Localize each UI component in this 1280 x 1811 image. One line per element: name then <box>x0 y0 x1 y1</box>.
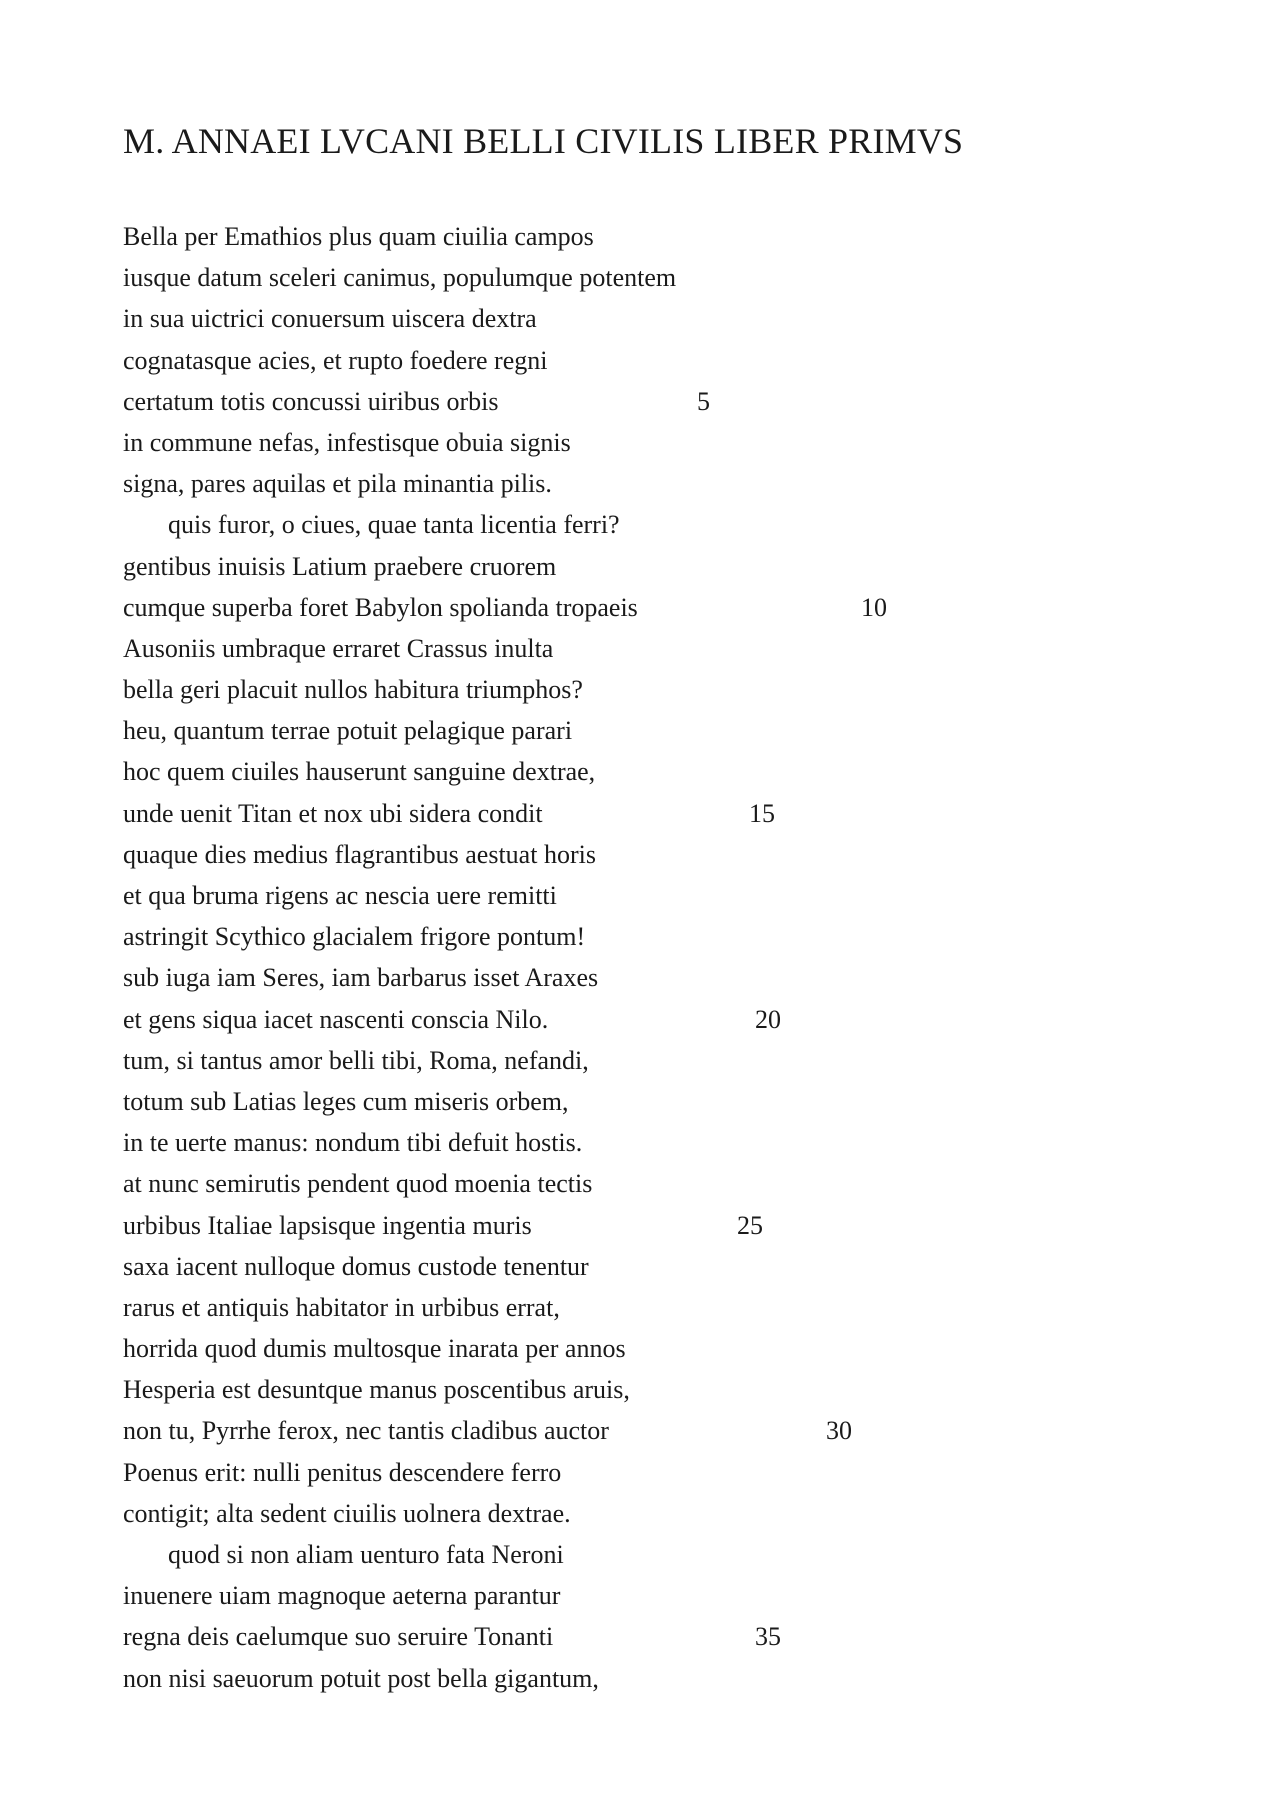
verse-line <box>123 1040 676 1081</box>
verse-line <box>123 587 887 628</box>
verse-text: certatum totis concussi uiribus orbis <box>123 386 499 416</box>
verse-text: contigit; alta sedent ciuilis uolnera dextrae. <box>123 1498 571 1528</box>
verse-line <box>123 216 676 257</box>
verse-text: cumque superba foret Babylon spolianda tropaeis <box>123 592 638 622</box>
verse-line <box>123 1493 676 1534</box>
verse-text: iusque datum sceleri canimus, populumque potentem <box>123 263 677 293</box>
verse-line <box>123 1534 676 1575</box>
verse-text: saxa iacent nulloque domus custode tenentur <box>123 1251 589 1281</box>
verse-line <box>123 1081 676 1122</box>
verse-line <box>123 999 781 1040</box>
verse-text: Ausoniis umbraque erraret Crassus inulta <box>123 633 554 663</box>
verse-text: quis furor, o ciues, quae tanta licentia ferri? <box>168 510 620 540</box>
verse-line <box>123 1163 676 1204</box>
verse-line <box>123 1287 676 1328</box>
line-number: 20 <box>755 1004 781 1034</box>
verse-text: urbibus Italiae lapsisque ingentia muris <box>123 1210 532 1240</box>
verse-text: rarus et antiquis habitator in urbibus errat, <box>123 1292 560 1322</box>
verse-line <box>123 1328 676 1369</box>
verse-text: in sua uictrici conuersum uiscera dextra <box>123 304 537 334</box>
verse-text: cognatasque acies, et rupto foedere regni <box>123 345 548 375</box>
verse-text: Hesperia est desuntque manus poscentibus aruis, <box>123 1375 630 1405</box>
page-title: M. ANNAEI LVCANI BELLI CIVILIS LIBER PRIMVS <box>123 121 964 161</box>
line-number: 30 <box>826 1416 852 1446</box>
verse-text: sub iuga iam Seres, iam barbarus isset Araxes <box>123 963 599 993</box>
verse-line <box>123 793 775 834</box>
verse-text: at nunc semirutis pendent quod moenia tectis <box>123 1169 593 1199</box>
verse-text: hoc quem ciuiles hauserunt sanguine dextrae, <box>123 757 596 787</box>
line-number: 5 <box>697 386 710 416</box>
line-number: 35 <box>755 1622 781 1652</box>
verse-line <box>123 298 676 339</box>
verse-line <box>123 834 676 875</box>
verse-text: non tu, Pyrrhe ferox, nec tantis cladibus auctor <box>123 1416 609 1446</box>
verse-line <box>123 1575 676 1616</box>
verse-text: quod si non aliam uenturo fata Neroni <box>168 1540 564 1569</box>
verse-text: regna deis caelumque suo seruire Tonanti <box>123 1622 554 1652</box>
verse-line <box>123 751 676 792</box>
verse-text: bella geri placuit nullos habitura triumphos? <box>123 675 583 705</box>
verse-line <box>123 875 676 916</box>
line-number: 25 <box>737 1210 763 1240</box>
verse-text: Poenus erit: nulli penitus descendere ferro <box>123 1457 562 1487</box>
verse-text: in te uerte manus: nondum tibi defuit hostis. <box>123 1128 583 1158</box>
verse-text: unde uenit Titan et nox ubi sidera condit <box>123 798 543 828</box>
verse-text: quaque dies medius flagrantibus aestuat horis <box>123 839 596 869</box>
verse-line <box>123 628 676 669</box>
verse-text: tum, si tantus amor belli tibi, Roma, nefandi, <box>123 1045 589 1075</box>
verse-line <box>123 1452 676 1493</box>
verse-text: in commune nefas, infestisque obuia signis <box>123 427 571 457</box>
verse-line <box>123 1658 676 1699</box>
verse-text: horrida quod dumis multosque inarata per annos <box>123 1334 626 1364</box>
verse-text: heu, quantum terrae potuit pelagique parari <box>123 716 573 746</box>
verse-text: Bella per Emathios plus quam ciuilia campos <box>123 222 594 251</box>
verse-line <box>123 1122 676 1163</box>
verse-line <box>123 916 676 957</box>
verse-text: totum sub Latias leges cum miseris orbem, <box>123 1086 569 1116</box>
verse-line <box>123 957 676 998</box>
line-number: 15 <box>749 798 775 828</box>
verse-line <box>123 546 676 587</box>
verse-line <box>123 1205 763 1246</box>
line-number: 10 <box>861 592 887 622</box>
verse-line <box>123 463 676 504</box>
verse-line <box>123 1616 781 1657</box>
verse-text: non nisi saeuorum potuit post bella gigantum, <box>123 1663 599 1693</box>
verse-text: signa, pares aquilas et pila minantia pilis. <box>123 469 552 499</box>
poem-body <box>123 216 887 1699</box>
verse-text: astringit Scythico glacialem frigore pontum! <box>123 922 586 952</box>
verse-line <box>123 340 676 381</box>
verse-line <box>123 257 676 298</box>
verse-line <box>123 1410 852 1451</box>
verse-line <box>123 669 676 710</box>
verse-line <box>123 710 676 751</box>
verse-line <box>123 1369 676 1410</box>
verse-text: et qua bruma rigens ac nescia uere remitti <box>123 881 557 910</box>
verse-text: gentibus inuisis Latium praebere cruorem <box>123 551 557 581</box>
verse-text: et gens siqua iacet nascenti conscia Nilo. <box>123 1004 549 1034</box>
verse-line <box>123 504 676 545</box>
verse-line <box>123 422 676 463</box>
verse-line <box>123 381 710 422</box>
verse-text: inuenere uiam magnoque aeterna parantur <box>123 1581 561 1611</box>
verse-line <box>123 1246 676 1287</box>
